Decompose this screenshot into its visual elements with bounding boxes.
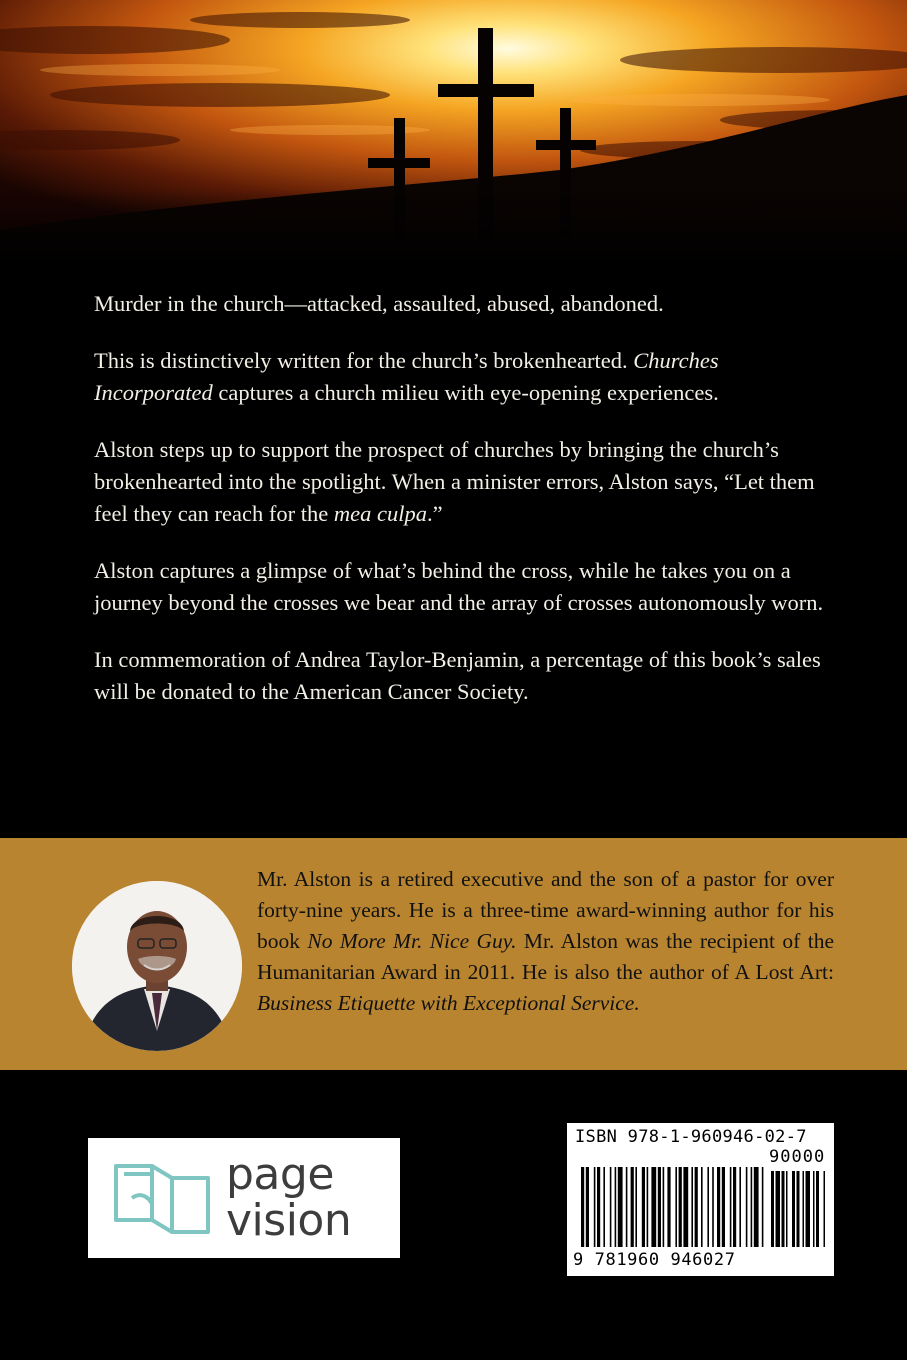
blurb-paragraph-2: This is distinctively written for the church’s brokenhearted. Churches Incorporated captures a church milieu with eye-opening experiences. bbox=[94, 348, 719, 405]
hero-image bbox=[0, 0, 907, 270]
ean-digits: 9 781960 946027 bbox=[573, 1250, 736, 1270]
publisher-wordmark: page vision bbox=[226, 1149, 352, 1246]
price-addon-code: 90000 bbox=[769, 1147, 826, 1167]
blurb-paragraph-5: In commemoration of Andrea Taylor-Benjamin, a percentage of this book’s sales will be donated to the American Cancer Society. bbox=[94, 647, 821, 704]
book-icon bbox=[112, 1158, 212, 1238]
blurb-paragraph-1: Murder in the church—attacked, assaulted, abused, abandoned. bbox=[94, 291, 664, 316]
publisher-logo bbox=[88, 1138, 400, 1258]
back-cover-blurb bbox=[94, 288, 824, 733]
other-book-title: Business Etiquette with Exceptional Service. bbox=[257, 991, 640, 1015]
blurb-paragraph-3: Alston steps up to support the prospect of churches by bringing the church’s brokenhearted into the spotlight. When a minister errors, Alston says, “Let them feel they can reach for the mea culpa.” bbox=[94, 437, 815, 526]
author-band bbox=[0, 838, 907, 1070]
author-photo bbox=[72, 881, 242, 1051]
blurb-paragraph-4: Alston captures a glimpse of what’s behind the cross, while he takes you on a journey beyond the crosses we bear and the array of crosses autonomously worn. bbox=[94, 558, 824, 615]
isbn-barcode bbox=[567, 1123, 834, 1276]
book-title: Churches Incorporated bbox=[94, 348, 719, 405]
author-bio: Mr. Alston is a retired executive and the son of a pastor for over forty-nine years. He is a three-time award-winning author for his book No More Mr. Nice Guy. Mr. Alston was the recipient of the Humanitarian Award in 2011. He is also the author of A Lost Art: Business Etiquette with Exceptional Service. bbox=[257, 867, 834, 1015]
barcode-bars bbox=[567, 1167, 834, 1253]
previous-book-title: No More Mr. Nice Guy. bbox=[307, 929, 517, 953]
isbn-label: ISBN 978-1-960946-02-7 bbox=[575, 1127, 807, 1147]
